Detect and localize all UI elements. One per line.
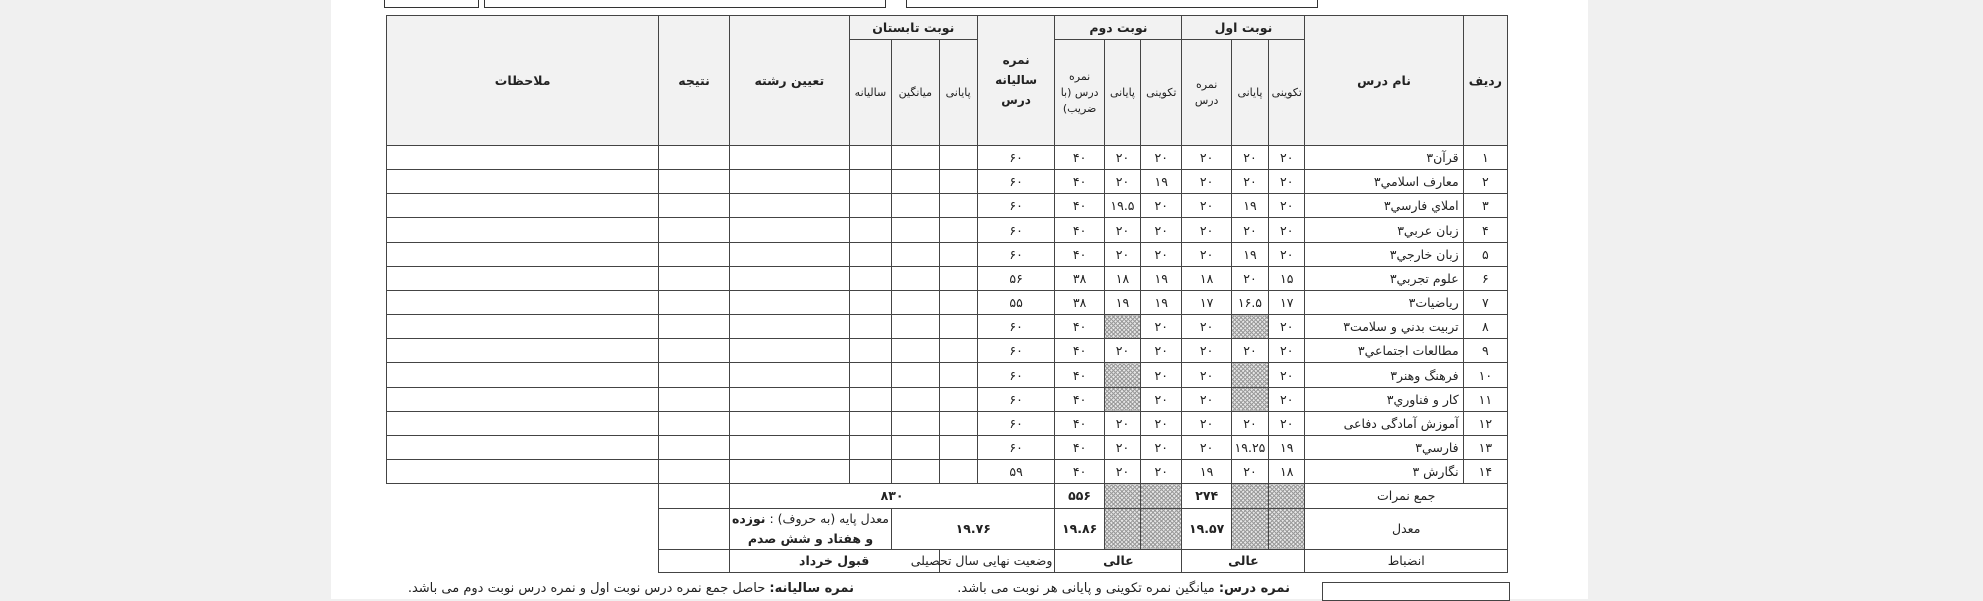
row-number: ۱۰ [1463, 363, 1507, 387]
footer-definitions [407, 581, 1290, 599]
term2-grade: ۳۸ [1055, 266, 1104, 290]
header-term1: نوبت اول [1182, 16, 1305, 40]
row-number: ۱۴ [1463, 460, 1507, 484]
summer-final [939, 339, 977, 363]
summer-midterm [892, 387, 939, 411]
average-term2: ۱۹.۸۶ [1055, 508, 1104, 549]
term2-formative: ۲۰ [1141, 218, 1182, 242]
discipline-label: انضباط [1305, 549, 1508, 572]
notes-cell [387, 363, 659, 387]
term1-grade: ۲۰ [1182, 435, 1231, 459]
term1-formative: ۲۰ [1269, 170, 1305, 194]
term1-grade: ۲۰ [1182, 387, 1231, 411]
summer-final [939, 170, 977, 194]
subject-name: زبان خارجي۳ [1305, 242, 1463, 266]
term2-final: ۲۰ [1104, 460, 1140, 484]
summer-midterm [892, 315, 939, 339]
row-number: ۲ [1463, 170, 1507, 194]
term2-grade: ۴۰ [1055, 339, 1104, 363]
annual-grade: ۶۰ [977, 194, 1055, 218]
annual-grade: ۶۰ [977, 363, 1055, 387]
term1-formative: ۲۰ [1269, 339, 1305, 363]
summer-midterm [892, 170, 939, 194]
term1-final: ۱۶.۵ [1231, 290, 1268, 314]
term2-final: ۲۰ [1104, 411, 1140, 435]
summer-annual [849, 145, 891, 169]
row-number: ۱۳ [1463, 435, 1507, 459]
term1-formative: ۲۰ [1269, 315, 1305, 339]
major-cell [729, 194, 849, 218]
term2-final: ۲۰ [1104, 242, 1140, 266]
header-subject: نام درس [1305, 16, 1463, 146]
average-annual: ۱۹.۷۶ [892, 508, 1055, 549]
average-term1: ۱۹.۵۷ [1182, 508, 1231, 549]
term1-final: ۲۰ [1231, 218, 1268, 242]
term1-formative: ۱۷ [1269, 290, 1305, 314]
term2-grade: ۴۰ [1055, 435, 1104, 459]
notes-cell [387, 290, 659, 314]
row-number: ۱۲ [1463, 411, 1507, 435]
term2-final: ۱۹ [1104, 290, 1140, 314]
term1-final: ۲۰ [1231, 266, 1268, 290]
table-row [387, 218, 1508, 242]
notes-cell [387, 170, 659, 194]
summer-final [939, 266, 977, 290]
course-grade-definition [957, 581, 1290, 596]
term1-final: ۲۰ [1231, 411, 1268, 435]
subject-name: تربيت بدني و سلامت۳ [1305, 315, 1463, 339]
summer-final [939, 145, 977, 169]
notes-cell [387, 242, 659, 266]
major-cell [729, 435, 849, 459]
summer-midterm [892, 242, 939, 266]
term1-formative: ۲۰ [1269, 411, 1305, 435]
subject-name: فارسي۳ [1305, 435, 1463, 459]
term1-final: ۲۰ [1231, 145, 1268, 169]
annual-grade: ۶۰ [977, 315, 1055, 339]
result-cell [659, 145, 730, 169]
summer-midterm [892, 435, 939, 459]
summer-midterm [892, 460, 939, 484]
summer-midterm [892, 290, 939, 314]
annual-grade: ۶۰ [977, 387, 1055, 411]
term1-final: ۱۹.۲۵ [1231, 435, 1268, 459]
result-cell [659, 290, 730, 314]
summer-annual [849, 266, 891, 290]
term1-grade: ۲۰ [1182, 242, 1231, 266]
summer-annual [849, 411, 891, 435]
term2-grade: ۴۰ [1055, 218, 1104, 242]
term2-final: ۱۹.۵ [1104, 194, 1140, 218]
summer-annual [849, 290, 891, 314]
summer-annual [849, 315, 891, 339]
table-row [387, 315, 1508, 339]
term2-formative: ۲۰ [1141, 387, 1182, 411]
term1-grade: ۱۹ [1182, 460, 1231, 484]
header-term1-grade: نمره درس [1182, 40, 1231, 146]
hatched-cell [1104, 508, 1140, 549]
header-summer: نوبت تابستان [849, 16, 977, 40]
summer-annual [849, 218, 891, 242]
summer-annual [849, 170, 891, 194]
term1-final: ۲۰ [1231, 460, 1268, 484]
result-cell [659, 411, 730, 435]
term2-grade: ۴۰ [1055, 460, 1104, 484]
term1-final: ۲۰ [1231, 339, 1268, 363]
term2-final: ۲۰ [1104, 435, 1140, 459]
term1-formative: ۲۰ [1269, 363, 1305, 387]
row-number: ۱ [1463, 145, 1507, 169]
summer-annual [849, 339, 891, 363]
term1-grade: ۲۰ [1182, 218, 1231, 242]
term1-grade: ۲۰ [1182, 339, 1231, 363]
hatched-cell [1141, 484, 1182, 508]
header-summer-final: پایانی [939, 40, 977, 146]
summer-final [939, 242, 977, 266]
major-cell [729, 145, 849, 169]
annual-grade: ۶۰ [977, 170, 1055, 194]
term2-grade: ۳۸ [1055, 290, 1104, 314]
result-cell [659, 339, 730, 363]
hatched-cell [1231, 508, 1268, 549]
annual-grade: ۶۰ [977, 411, 1055, 435]
term2-formative: ۲۰ [1141, 460, 1182, 484]
term1-grade: ۲۰ [1182, 315, 1231, 339]
table-row [387, 290, 1508, 314]
major-cell [729, 290, 849, 314]
hatched-cell [1269, 508, 1305, 549]
term2-grade: ۴۰ [1055, 363, 1104, 387]
summer-midterm [892, 218, 939, 242]
term1-grade: ۲۰ [1182, 363, 1231, 387]
summer-midterm [892, 145, 939, 169]
term2-formative: ۲۰ [1141, 339, 1182, 363]
subject-name: نگارش ۳ [1305, 460, 1463, 484]
summer-final [939, 387, 977, 411]
summer-final [939, 411, 977, 435]
term2-grade: ۴۰ [1055, 242, 1104, 266]
summer-final [939, 363, 977, 387]
term2-formative: ۱۹ [1141, 170, 1182, 194]
annual-grade: ۵۵ [977, 290, 1055, 314]
notes-cell [387, 315, 659, 339]
term2-formative: ۲۰ [1141, 315, 1182, 339]
term2-grade: ۴۰ [1055, 170, 1104, 194]
term1-grade: ۲۰ [1182, 194, 1231, 218]
hatched-cell [1141, 508, 1182, 549]
term1-formative: ۱۵ [1269, 266, 1305, 290]
term1-final: ۲۰ [1231, 170, 1268, 194]
header-term1-final: پایانی [1231, 40, 1268, 146]
totals-label: جمع نمرات [1305, 484, 1508, 508]
header-term2-formative: تکوینی [1141, 40, 1182, 146]
row-number: ۸ [1463, 315, 1507, 339]
term2-formative: ۱۹ [1141, 266, 1182, 290]
header-annual-grade: نمره سالیانه درس [977, 16, 1055, 146]
footer-box [1322, 582, 1510, 601]
annual-grade: ۶۰ [977, 242, 1055, 266]
grades-table [386, 15, 1508, 573]
row-number: ۴ [1463, 218, 1507, 242]
hatched-cell [1104, 484, 1140, 508]
term1-formative: ۱۸ [1269, 460, 1305, 484]
annual-grade: ۶۰ [977, 435, 1055, 459]
empty-cell [659, 508, 730, 549]
term1-grade: ۲۰ [1182, 170, 1231, 194]
discipline-term1: عالی [1182, 549, 1305, 572]
summer-midterm [892, 339, 939, 363]
average-words-label: معدل پایه (به حروف) : [769, 510, 889, 526]
table-row [387, 266, 1508, 290]
term2-grade: ۴۰ [1055, 387, 1104, 411]
table-row [387, 339, 1508, 363]
result-cell [659, 460, 730, 484]
row-number: ۳ [1463, 194, 1507, 218]
header-term2: نوبت دوم [1055, 16, 1182, 40]
header-term2-final: پایانی [1104, 40, 1140, 146]
summer-midterm [892, 194, 939, 218]
term2-final: ۲۰ [1104, 218, 1140, 242]
subject-name: فرهنگ وهنر۳ [1305, 363, 1463, 387]
result-cell [659, 315, 730, 339]
term2-final: ۱۸ [1104, 266, 1140, 290]
term2-formative: ۲۰ [1141, 363, 1182, 387]
header-summer-annual: سالیانه [849, 40, 891, 146]
annual-text: حاصل جمع نمره درس نوبت اول و نمره درس نوبت دوم می باشد. [407, 581, 766, 596]
term1-formative: ۲۰ [1269, 145, 1305, 169]
term1-formative: ۱۹ [1269, 435, 1305, 459]
term1-grade: ۱۸ [1182, 266, 1231, 290]
subject-name: مطالعات اجتماعي۳ [1305, 339, 1463, 363]
table-row [387, 194, 1508, 218]
header-term1-formative: تکوینی [1269, 40, 1305, 146]
row-number: ۱۱ [1463, 387, 1507, 411]
term2-formative: ۲۰ [1141, 435, 1182, 459]
table-row [387, 145, 1508, 169]
table-row [387, 435, 1508, 459]
subject-name: معارف اسلامي۳ [1305, 170, 1463, 194]
term1-final [1231, 315, 1268, 339]
summer-annual [849, 242, 891, 266]
course-grade-text: میانگین نمره تکوینی و پایانی هر نوبت می باشد. [957, 581, 1215, 596]
notes-cell [387, 460, 659, 484]
term2-formative: ۲۰ [1141, 411, 1182, 435]
average-label: معدل [1305, 508, 1508, 549]
table-row [387, 387, 1508, 411]
summer-annual [849, 363, 891, 387]
major-cell [729, 315, 849, 339]
result-cell [659, 218, 730, 242]
subject-name: آموزش آمادگی دفاعی [1305, 411, 1463, 435]
row-number: ۹ [1463, 339, 1507, 363]
table-row [387, 363, 1508, 387]
summer-final [939, 194, 977, 218]
term1-final: ۱۹ [1231, 242, 1268, 266]
major-cell [729, 242, 849, 266]
term1-formative: ۲۰ [1269, 242, 1305, 266]
subject-name: املاي فارسي۳ [1305, 194, 1463, 218]
summer-midterm [892, 411, 939, 435]
average-in-words [729, 508, 891, 549]
subject-name: كار و فناوري۳ [1305, 387, 1463, 411]
subject-name: رياضيات۳ [1305, 290, 1463, 314]
notes-cell [387, 339, 659, 363]
header-box-middle [484, 0, 886, 8]
term2-final [1104, 387, 1140, 411]
annual-grade-definition [408, 581, 854, 596]
summer-midterm [892, 266, 939, 290]
annual-grade: ۶۰ [977, 145, 1055, 169]
table-row [387, 460, 1508, 484]
totals-annual: ۸۳۰ [729, 484, 1055, 508]
summer-annual [849, 194, 891, 218]
table-row [387, 242, 1508, 266]
totals-term2: ۵۵۶ [1055, 484, 1104, 508]
term1-formative: ۲۰ [1269, 387, 1305, 411]
term2-formative: ۱۹ [1141, 290, 1182, 314]
major-cell [729, 218, 849, 242]
term2-grade: ۴۰ [1055, 145, 1104, 169]
summer-final [939, 460, 977, 484]
notes-cell [387, 387, 659, 411]
header-major: تعیین رشته [729, 16, 849, 146]
annual-grade: ۵۹ [977, 460, 1055, 484]
result-cell [659, 242, 730, 266]
annual-grade: ۵۶ [977, 266, 1055, 290]
major-cell [729, 363, 849, 387]
term2-final: ۲۰ [1104, 145, 1140, 169]
major-cell [729, 170, 849, 194]
row-number: ۵ [1463, 242, 1507, 266]
summer-final [939, 290, 977, 314]
term1-grade: ۱۷ [1182, 290, 1231, 314]
table-row [387, 411, 1508, 435]
major-cell [729, 387, 849, 411]
result-cell [659, 363, 730, 387]
term1-formative: ۲۰ [1269, 218, 1305, 242]
row-number: ۶ [1463, 266, 1507, 290]
annual-term: نمره سالیانه: [769, 581, 854, 596]
notes-cell [387, 194, 659, 218]
subject-name: علوم تجربي۳ [1305, 266, 1463, 290]
summer-final [939, 435, 977, 459]
notes-cell [387, 435, 659, 459]
notes-cell [387, 145, 659, 169]
header-box-right [906, 0, 1318, 8]
term1-grade: ۲۰ [1182, 145, 1231, 169]
subject-name: زبان عربي۳ [1305, 218, 1463, 242]
header-term2-grade: نمره درس (با ضریب) [1055, 40, 1104, 146]
subject-name: قرآن۳ [1305, 145, 1463, 169]
term1-final [1231, 363, 1268, 387]
result-cell [659, 435, 730, 459]
result-cell [659, 170, 730, 194]
notes-cell [387, 411, 659, 435]
row-number: ۷ [1463, 290, 1507, 314]
term2-formative: ۲۰ [1141, 145, 1182, 169]
final-status-value: قبول خرداد [729, 549, 939, 572]
term2-final [1104, 315, 1140, 339]
summer-annual [849, 435, 891, 459]
notes-cell [387, 266, 659, 290]
header-notes: ملاحظات [387, 16, 659, 146]
header-row-number: ردیف [1463, 16, 1507, 146]
major-cell [729, 460, 849, 484]
final-status-label: وضعیت نهایی سال تحصیلی [939, 549, 1055, 572]
header-result: نتیجه [659, 16, 730, 146]
term1-final [1231, 387, 1268, 411]
hatched-cell [1231, 484, 1268, 508]
totals-term1: ۲۷۴ [1182, 484, 1231, 508]
term1-grade: ۲۰ [1182, 411, 1231, 435]
annual-grade: ۶۰ [977, 339, 1055, 363]
empty-cell [659, 484, 730, 508]
course-grade-term: نمره درس: [1218, 581, 1290, 596]
term1-final: ۱۹ [1231, 194, 1268, 218]
header-summer-midterm: میانگین [892, 40, 939, 146]
term2-final: ۲۰ [1104, 339, 1140, 363]
table-row [387, 170, 1508, 194]
term2-grade: ۴۰ [1055, 411, 1104, 435]
summer-annual [849, 460, 891, 484]
term2-final: ۲۰ [1104, 170, 1140, 194]
summer-annual [849, 387, 891, 411]
annual-grade: ۶۰ [977, 218, 1055, 242]
hatched-cell [1269, 484, 1305, 508]
term2-final [1104, 363, 1140, 387]
discipline-term2: عالی [1055, 549, 1182, 572]
term2-grade: ۴۰ [1055, 194, 1104, 218]
average-words-value: نوزده و هفتاد و شش صدم [731, 510, 874, 546]
notes-cell [387, 218, 659, 242]
term2-formative: ۲۰ [1141, 194, 1182, 218]
term1-formative: ۲۰ [1269, 194, 1305, 218]
header-box-left [384, 0, 479, 8]
result-cell [659, 194, 730, 218]
major-cell [729, 266, 849, 290]
summer-final [939, 218, 977, 242]
term2-formative: ۲۰ [1141, 242, 1182, 266]
empty-cell [659, 549, 730, 572]
term2-grade: ۴۰ [1055, 315, 1104, 339]
result-cell [659, 266, 730, 290]
major-cell [729, 411, 849, 435]
major-cell [729, 339, 849, 363]
summer-final [939, 315, 977, 339]
result-cell [659, 387, 730, 411]
summer-midterm [892, 363, 939, 387]
